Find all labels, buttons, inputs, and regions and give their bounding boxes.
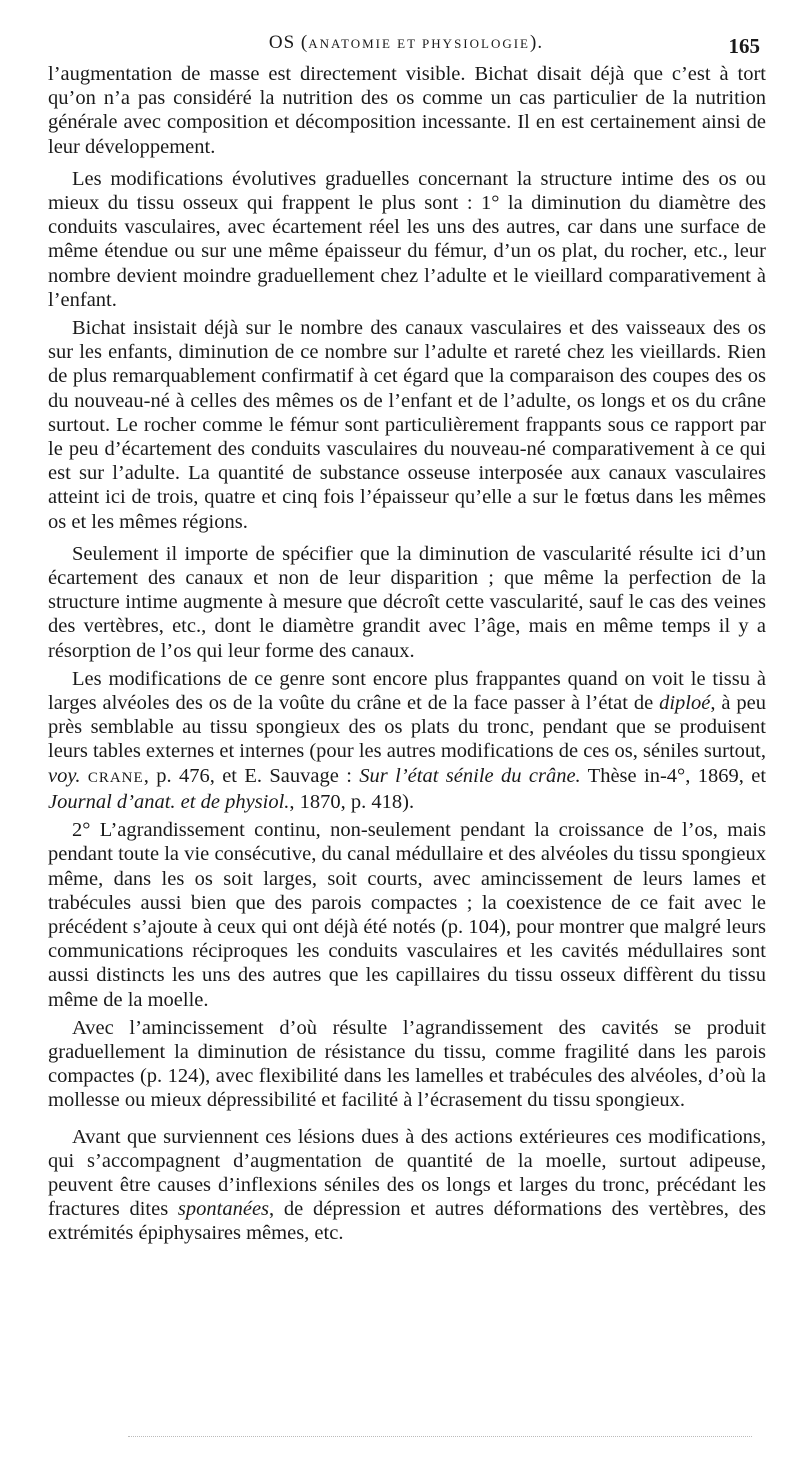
text-run: Avant que surviennent ces lésions dues à des actions extérieures ces modifications, qui s’accompagnent d’augmentation de quantité de la moelle, surtout adipeuse, peuvent être causes d’inflexions séniles des os longs et larges du tronc, précédant les fractures dites	[48, 1125, 766, 1221]
running-title-subject: ANATOMIE ET PHYSIOLOGIE	[308, 36, 531, 51]
smallcaps-reference: CRANE	[87, 769, 144, 786]
page-number: 165	[728, 34, 760, 58]
paragraph-amincissement: Avec l’amincissement d’où résulte l’agrandissement des cavités se produit graduellement la diminution de résistance du tissu, comme fragilité dans les parois compactes (p. 124), avec flexibilité dans les lamelles et trabécules des alvéoles, d’où la mollesse ou mieux dépressibilité et facilité à l’écrasement du tissu spongieux.	[48, 1016, 766, 1112]
paragraph-modifications: Les modifications évolutives graduelles concernant la structure intime des os ou mieux du tissu osseux qui frappent le plus sont : 1° la diminution du diamètre des conduits vasculaires, avec écartement réel les uns des autres, car dans une surface de même étendue ou sur une même épaisseur du fémur, d’un os plat, du rocher, etc., leur nombre devient moindre graduellement chez l’adulte et le vieillard comparativement à l’enfant.	[48, 167, 766, 311]
body-text	[48, 62, 766, 1250]
text-run	[80, 765, 87, 787]
italic-text: Sur l’état sénile du crâne.	[359, 764, 581, 787]
text-run: , p. 476, et E. Sauvage :	[143, 764, 360, 787]
paragraph-seulement: Seulement il importe de spécifier que la diminution de vascularité résulte ici d’un écartement des canaux et non de leur disparition ; que même la perfection de la structure intime augmente à mesure que décroît cette vascularité, sauf le cas des veines des vertèbres, etc., dont le diamètre grandit avec l’âge, mais en même temps il y a résorption de l’os qui leur forme des canaux.	[48, 542, 766, 662]
italic-text: Journal d’anat. et de physiol.	[48, 790, 290, 813]
text-run: Thèse in-4°, 1869, et	[580, 764, 767, 787]
paragraph-bichat: Bichat insistait déjà sur le nombre des canaux vasculaires et des vaisseaux des os sur les enfants, diminution de ce nombre sur l’adulte et rareté chez les vieillards. Rien de plus remarquablement confirmatif à cet égard que la comparaison des coupes des os du nouveau-né à celles des mêmes os de l’enfant et de l’adulte, os longs et os du crâne surtout. Le rocher comme le fémur sont particulièrement frappants sous ce rapport par le peu d’écartement des conduits vasculaires du nouveau-né comparativement à ce qui est sur l’adulte. La quantité de substance osseuse interposée aux canaux vasculaires atteint ici de trois, quatre et cinq fois l’épaisseur qu’elle a sur le fœtus dans les mêmes os et les mêmes régions.	[48, 317, 766, 533]
footer-rule	[128, 1436, 752, 1437]
running-title-main: OS (	[268, 32, 309, 53]
paragraph-avant	[48, 1125, 766, 1246]
italic-text: voy.	[48, 764, 81, 787]
running-title	[48, 32, 764, 54]
paragraph-agrandissement: 2° L’agrandissement continu, non-seulement pendant la croissance de l’os, mais pendant toute la vie consécutive, du canal médullaire et des alvéoles du tissu spongieux même, dans les os soit larges, soit courts, avec amincissement de leurs lames et trabécules aussi bien que des parois compactes ; la coexistence de ce fait avec le précédent s’ajoute à ceux qui ont déjà été notés (p. 104), pour montrer que malgré leurs communications réciproques les conduits vasculaires et les cavités médullaires sont aussi distincts les uns des autres que les capillaires du tissu osseux diffèrent du tissu même de la moelle.	[48, 819, 766, 1011]
paragraph-continuation: l’augmentation de masse est directement visible. Bichat disait déjà que c’est à tort qu’on n’a pas considéré la nutrition des os comme un cas particulier de la nutrition générale avec composition et décomposition incessante. Il en est certainement ainsi de leur développement.	[48, 63, 766, 158]
running-head	[48, 30, 764, 60]
running-title-end: ).	[530, 32, 544, 53]
italic-text: diploé	[659, 692, 711, 715]
text-run: Les modifications de ce genre sont encore plus frappantes quand on voit le tissu à larges alvéoles des os de la voûte du crâne et de la face passer à l’état de	[48, 667, 766, 715]
italic-text: spontanées	[177, 1198, 270, 1221]
text-run: , de dépression et autres déformations des vertèbres, des extrémités épiphysaires mêmes, etc.	[48, 1198, 766, 1245]
paragraph-diploe	[48, 667, 766, 814]
text-run: , à peu près semblable au tissu spongieux des os plats du tronc, pendant que se produisent leurs tables externes et internes (pour les autres modifications de ces os, séniles surtout,	[48, 692, 766, 763]
text-run: , 1870, p. 418).	[289, 790, 415, 813]
